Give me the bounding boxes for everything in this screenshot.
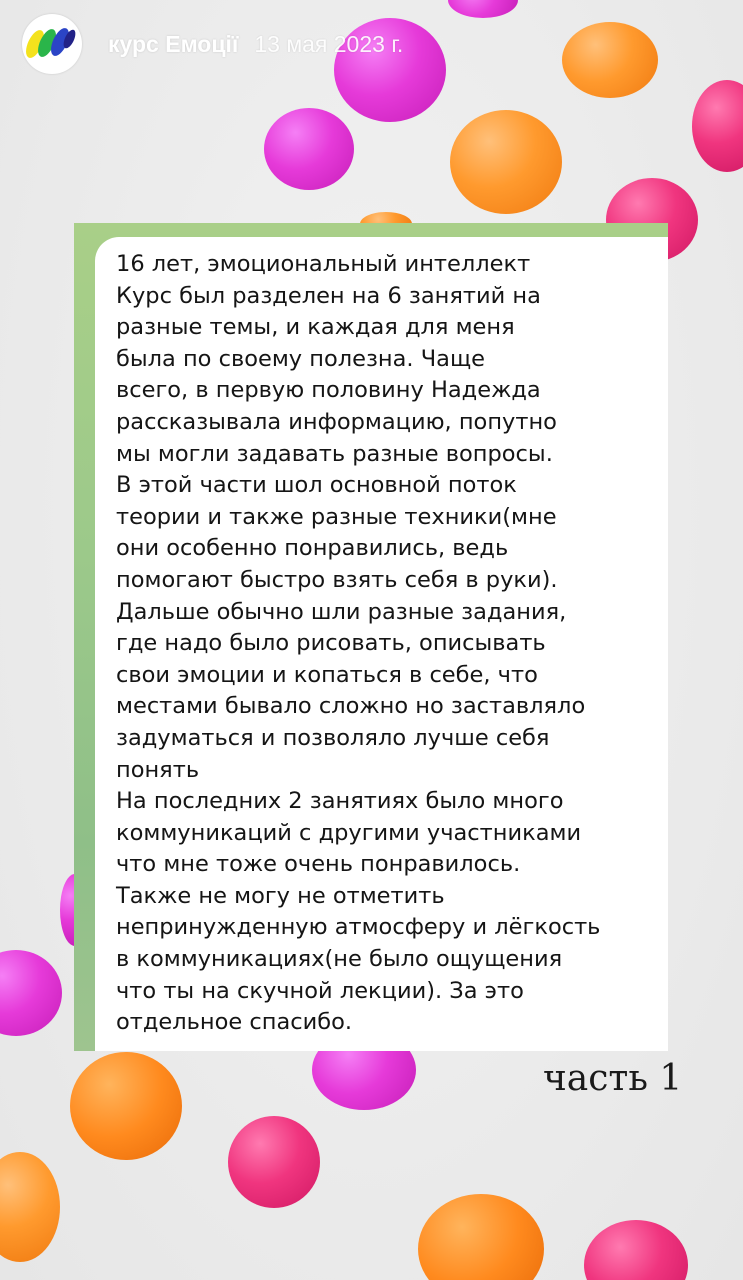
message-text (116, 249, 646, 1039)
paint-blob (70, 1052, 182, 1160)
message-line: 16 лет, эмоциональный интеллект (116, 251, 531, 277)
message-line: Дальше обычно шли разные задания, (116, 598, 567, 625)
message-line: мы могли задавать разные вопросы. (116, 440, 553, 467)
message-line: На последних 2 занятиях было много (116, 788, 564, 815)
message-line: В этой части шол основной поток (116, 472, 517, 499)
message-line: где надо было рисовать, описывать (116, 630, 546, 657)
paint-blob (692, 80, 743, 172)
message-line: всего, в первую половину Надежда (116, 377, 541, 404)
channel-avatar[interactable] (22, 14, 82, 74)
message-line: Также не могу не отметить (116, 882, 445, 909)
message-line: рассказывала информацию, попутно (116, 408, 557, 435)
message-line: теории и также разные техники(мне (116, 503, 557, 530)
paint-blob (264, 108, 354, 190)
channel-name[interactable]: курс Емоції (108, 30, 239, 57)
message-line: помогают быстро взять себя в руки). (116, 566, 558, 593)
message-line: в коммуникациях(не было ощущения (116, 946, 563, 973)
chat-screenshot (74, 223, 668, 1051)
message-line: местами бывало сложно но заставляло (116, 693, 586, 720)
message-line: непринужденную атмосферу и лёгкость (116, 914, 601, 941)
message-line: что ты на скучной лекции). За это (116, 977, 524, 1004)
paint-blob (448, 0, 518, 18)
message-line: понять (116, 756, 200, 783)
paint-blob (584, 1220, 688, 1280)
message-line: разные темы, и каждая для меня (116, 314, 515, 341)
message-line: что мне тоже очень понравилось. (116, 851, 521, 878)
message-line: отдельное спасибо. (116, 1009, 353, 1036)
paint-blob (0, 950, 62, 1036)
message-line: задуматься и позволяло лучше себя (116, 724, 550, 751)
paint-blob (0, 1152, 60, 1262)
message-line: была по своему полезна. Чаще (116, 345, 485, 372)
message-line: они особенно понравились, ведь (116, 535, 509, 562)
story-caption: часть 1 (543, 1058, 683, 1099)
message-line: свои эмоции и копаться в себе, что (116, 661, 538, 688)
paint-blob (562, 22, 658, 98)
message-line: коммуникаций с другими участниками (116, 819, 582, 846)
paint-blob (418, 1194, 544, 1280)
paint-blob (228, 1116, 320, 1208)
story-header (22, 14, 403, 74)
paint-blob (450, 110, 562, 214)
post-date: 13 мая 2023 г. (254, 30, 404, 57)
message-line: Курс был разделен на 6 занятий на (116, 282, 541, 309)
